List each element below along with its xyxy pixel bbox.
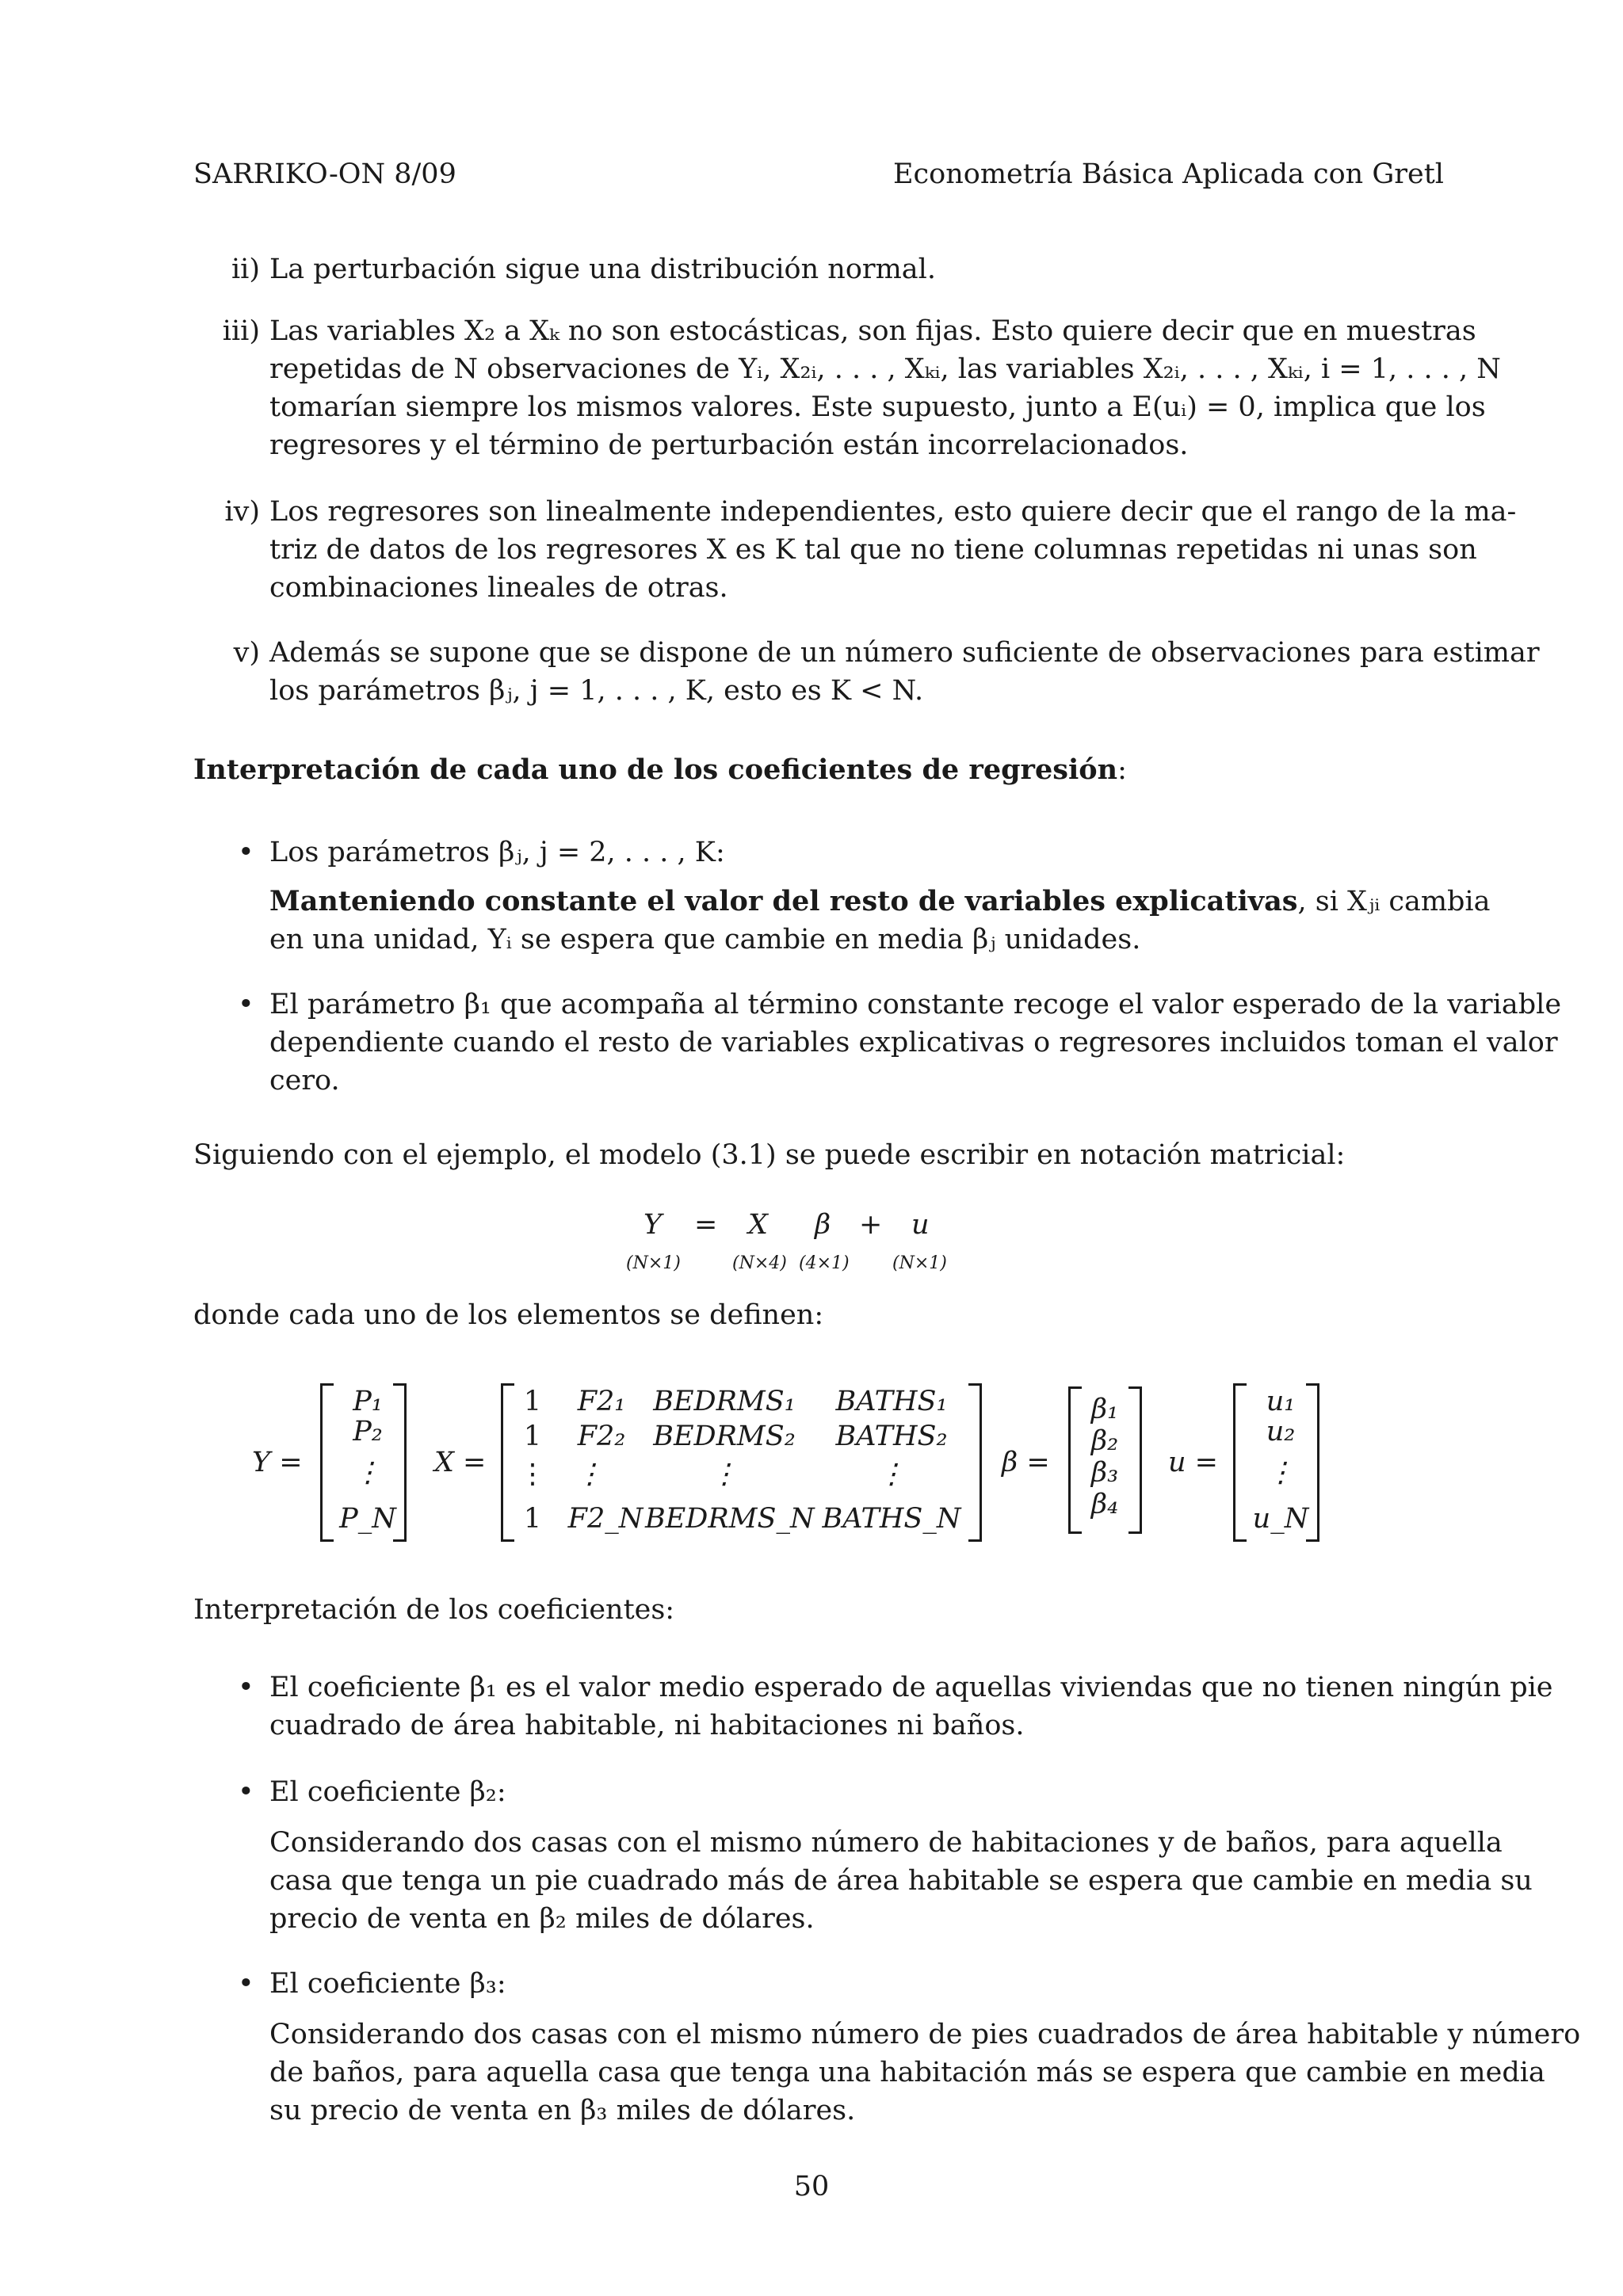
assumption-line: Además se supone que se dispone de un número suficiente de observaciones para estimar (269, 637, 1540, 669)
bullet-line: de baños, para aquella casa que tenga una habitación más se espera que cambie en media (269, 2057, 1545, 2088)
paragraph: Interpretación de los coeficientes: (193, 1594, 675, 1626)
matrix-entry: F2_N (567, 1503, 643, 1535)
bullet-line: cero. (269, 1065, 340, 1097)
assumption-line: La perturbación sigue una distribución normal. (269, 254, 936, 285)
matrix-entry: u₁ (1266, 1386, 1296, 1417)
matrix-entry: ⋮ (1266, 1457, 1295, 1489)
bracket-left (501, 1383, 514, 1542)
assumption-line: combinaciones lineales de otras. (269, 572, 728, 604)
assumption-label: iii) (222, 315, 260, 347)
matrix-label-Y: Y = (252, 1447, 303, 1478)
matrix-entry: F2₁ (577, 1386, 626, 1417)
assumption-line: Los regresores son linealmente independientes, esto quiere decir que el rango de la ma- (269, 496, 1517, 528)
bullet-title: El coeficiente β₃: (269, 1968, 506, 2000)
bullet-line: Los parámetros βⱼ, j = 2, . . . , K: (269, 837, 725, 868)
matrix-entry: BEDRMS₂ (653, 1421, 796, 1452)
eq-plus: + (859, 1209, 883, 1241)
bullet-line: cuadrado de área habitable, ni habitaciones ni baños. (269, 1710, 1025, 1741)
matrix-entry: β₂ (1090, 1425, 1119, 1457)
page-number: 50 (793, 2171, 830, 2203)
bullet-line: Considerando dos casas con el mismo número de pies cuadrados de área habitable y número (269, 2019, 1581, 2050)
eq-X: X (748, 1209, 768, 1241)
assumption-label: v) (233, 637, 260, 669)
matrix-entry: u_N (1252, 1503, 1309, 1535)
matrix-entry: ⋮ (353, 1457, 382, 1489)
bullet-line: El parámetro β₁ que acompaña al término constante recoge el valor esperado de la variable (269, 989, 1562, 1020)
section-heading (193, 751, 1127, 789)
matrix-entry: 1 (523, 1421, 542, 1452)
bullet-line: precio de venta en β₂ miles de dólares. (269, 1903, 815, 1935)
bullet-line (269, 883, 1491, 921)
matrix-entry: BEDRMS₁ (653, 1386, 796, 1417)
matrix-label-X: X = (434, 1447, 487, 1478)
bullet-dot: • (238, 1968, 254, 2000)
assumption-label: ii) (231, 254, 260, 285)
matrix-entry: 1 (523, 1386, 542, 1417)
assumption-line: regresores y el término de perturbación están incorrelacionados. (269, 429, 1189, 461)
matrix-entry: BEDRMS_N (645, 1503, 815, 1535)
matrix-entry: F2₂ (577, 1421, 626, 1452)
matrix-entry: ⋮ (575, 1459, 604, 1490)
assumption-line: triz de datos de los regresores X es K tal que no tiene columnas repetidas ni unas son (269, 534, 1477, 566)
paragraph: Siguiendo con el ejemplo, el modelo (3.1) se puede escribir en notación matricial: (193, 1139, 1346, 1171)
section-heading-colon: : (1117, 754, 1127, 786)
matrix-label-beta: β = (1002, 1447, 1050, 1478)
bullet-dot: • (238, 1672, 254, 1703)
matrix-entry: P₂ (353, 1416, 383, 1447)
bracket-right (1128, 1386, 1142, 1534)
section-heading-text: Interpretación de cada uno de los coeficientes de regresión (193, 753, 1118, 786)
matrix-entry: BATHS₁ (835, 1386, 948, 1417)
bullet-line: su precio de venta en β₃ miles de dólares. (269, 2095, 856, 2126)
bracket-left (320, 1383, 334, 1542)
bullet-line: casa que tenga un pie cuadrado más de área habitable se espera que cambie en media su (269, 1865, 1533, 1897)
paragraph: donde cada uno de los elementos se definen: (193, 1299, 824, 1331)
dim-beta: (4×1) (799, 1253, 850, 1273)
matrix-entry: β₁ (1090, 1394, 1119, 1425)
matrix-entry: β₃ (1090, 1457, 1119, 1489)
bullet-line: en una unidad, Yᵢ se espera que cambie en media βⱼ unidades. (269, 924, 1141, 955)
matrix-entry: ⋮ (877, 1459, 906, 1490)
matrix-entry: u₂ (1266, 1416, 1296, 1447)
matrix-entry: ⋮ (710, 1459, 739, 1490)
dim-X: (N×4) (732, 1253, 787, 1273)
bullet-title: El coeficiente β₂: (269, 1776, 506, 1808)
bracket-left (1068, 1386, 1082, 1534)
bracket-left (1233, 1383, 1247, 1542)
eq-equals: = (694, 1209, 718, 1241)
bullet-dot: • (238, 989, 254, 1020)
eq-Y: Y (643, 1209, 663, 1241)
emphasis-text: Manteniendo constante el valor del resto de variables explicativas (269, 885, 1298, 917)
matrix-label-u: u = (1168, 1447, 1218, 1478)
bullet-dot: • (238, 1776, 254, 1808)
matrix-entry: 1 (523, 1503, 542, 1535)
assumption-label: iv) (224, 496, 260, 528)
bullet-line: El coeficiente β₁ es el valor medio esperado de aquellas viviendas que no tienen ningún pie (269, 1672, 1553, 1703)
assumption-line: tomarían siempre los mismos valores. Este supuesto, junto a E(uᵢ) = 0, implica que los (269, 391, 1486, 423)
eq-beta: β (815, 1209, 831, 1241)
bullet-dot: • (238, 837, 254, 868)
matrix-entry: P₁ (353, 1386, 383, 1417)
running-header-right: Econometría Básica Aplicada con Gretl (893, 158, 1444, 190)
matrix-entry: P_N (339, 1503, 396, 1535)
matrix-entry: ⋮ (518, 1459, 547, 1490)
bullet-line: dependiente cuando el resto de variables explicativas o regresores incluidos toman el valor (269, 1027, 1558, 1058)
matrix-entry: BATHS_N (822, 1503, 961, 1535)
assumption-line: los parámetros βⱼ, j = 1, . . . , K, esto es K < N. (269, 675, 924, 707)
matrix-entry: BATHS₂ (835, 1421, 948, 1452)
dim-Y: (N×1) (626, 1253, 681, 1273)
running-header-left: SARRIKO-ON 8/09 (193, 158, 456, 190)
dim-u: (N×1) (892, 1253, 947, 1273)
matrix-entry: β₄ (1090, 1489, 1119, 1520)
bullet-line: Considerando dos casas con el mismo número de habitaciones y de baños, para aquella (269, 1827, 1503, 1859)
assumption-line: Las variables X₂ a Xₖ no son estocásticas, son fijas. Esto quiere decir que en muestras (269, 315, 1476, 347)
bullet-text: , si Xⱼᵢ cambia (1297, 886, 1491, 917)
eq-u: u (911, 1209, 930, 1241)
bracket-right (968, 1383, 982, 1542)
assumption-line: repetidas de N observaciones de Yᵢ, X₂ᵢ, . . . , Xₖᵢ, las variables X₂ᵢ, . . . , Xₖᵢ, i = 1, . . . , N (269, 353, 1501, 385)
